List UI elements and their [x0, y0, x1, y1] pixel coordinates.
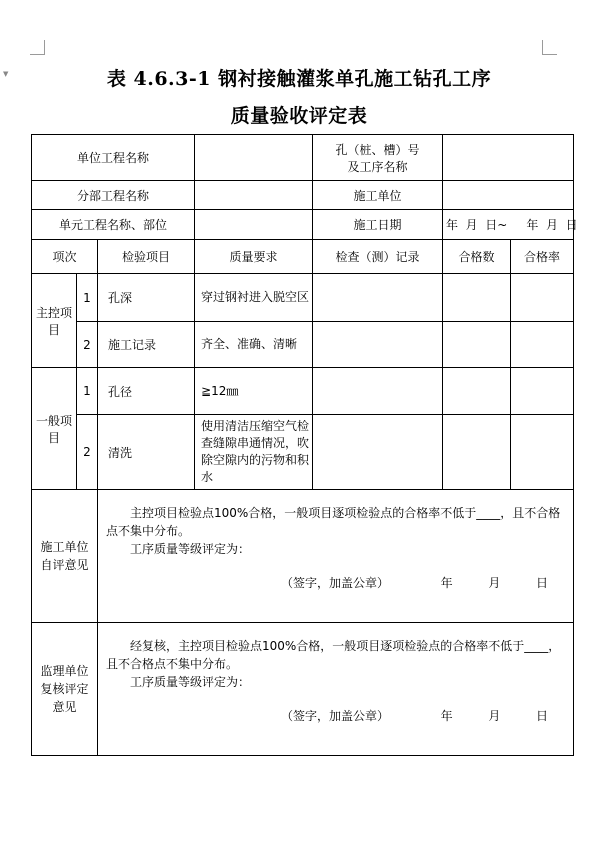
self-eval-row: [32, 490, 574, 623]
record-cell[interactable]: [313, 368, 443, 415]
unit-project-name-label: 单位工程名称: [32, 135, 195, 181]
hole-label-line-2: 及工序名称: [347, 159, 408, 174]
hole-label-line-1: 孔（桩、槽）号: [335, 142, 420, 157]
pass-count-cell[interactable]: [443, 415, 511, 490]
header-row-unit: [32, 135, 574, 181]
item-requirement: 使用清洁压缩空气检查缝隙串通情况，吹除空隙内的污物和积水: [195, 415, 313, 490]
item-requirement: ≧12㎜: [195, 368, 313, 415]
title-line-2: 质量验收评定表: [230, 105, 368, 127]
col-inspection-item: 检验项目: [98, 240, 195, 274]
record-cell[interactable]: [313, 322, 443, 368]
column-header-row: [32, 240, 574, 274]
construction-unit-label: 施工单位: [313, 181, 443, 210]
pass-rate-cell[interactable]: [511, 322, 574, 368]
pass-count-cell[interactable]: [443, 368, 511, 415]
item-name: 清洗: [98, 415, 195, 490]
hole-label: [313, 135, 443, 181]
supervisor-eval-sign-label: （签字，加盖公章）: [281, 709, 390, 723]
self-eval-month: 月: [488, 576, 501, 590]
supervisor-eval-year: 年: [440, 709, 453, 723]
item-name: 孔径: [98, 368, 195, 415]
division-project-name-label: 分部工程名称: [32, 181, 195, 210]
construction-date-field[interactable]: 年 月 日~ 年 月 日: [443, 210, 574, 240]
col-item-type: 项次: [32, 240, 98, 274]
record-cell[interactable]: [313, 274, 443, 322]
title-line-1: 表 4.6.3-1 钢衬接触灌浆单孔施工钻孔工序: [106, 68, 492, 90]
self-eval-signature-line: [106, 574, 565, 592]
record-cell[interactable]: [313, 415, 443, 490]
supervisor-eval-text: 经复核，主控项目检验点100%合格，一般项目逐项检验点的合格率不低于____，且不合格点不集中分布。: [106, 639, 561, 671]
self-eval-year: 年: [440, 576, 453, 590]
item-no: 2: [77, 322, 98, 368]
item-no: 1: [77, 274, 98, 322]
self-eval-day: 日: [536, 576, 549, 590]
table-row: [32, 415, 574, 490]
col-pass-count: 合格数: [443, 240, 511, 274]
pass-count-cell[interactable]: [443, 322, 511, 368]
header-row-element: [32, 210, 574, 240]
supervisor-eval-grade: 工序质量等级评定为：: [130, 675, 251, 689]
supervisor-eval-label: 监理单位复核评定意见: [32, 623, 98, 756]
col-quality-requirement: 质量要求: [195, 240, 313, 274]
header-row-division: [32, 181, 574, 210]
table-row: [32, 322, 574, 368]
construction-unit-field[interactable]: [443, 181, 574, 210]
self-eval-opinion[interactable]: [98, 490, 574, 623]
col-record: 检查（测）记录: [313, 240, 443, 274]
item-requirement: 齐全、准确、清晰: [195, 322, 313, 368]
item-no: 2: [77, 415, 98, 490]
item-name: 孔深: [98, 274, 195, 322]
pass-rate-cell[interactable]: [511, 415, 574, 490]
construction-date-label: 施工日期: [313, 210, 443, 240]
self-eval-sign-label: （签字，加盖公章）: [281, 576, 390, 590]
evaluation-form-table: [31, 134, 578, 756]
self-eval-grade: 工序质量等级评定为：: [130, 542, 251, 556]
hole-field[interactable]: [443, 135, 574, 181]
self-eval-label: 施工单位自评意见: [32, 490, 98, 623]
self-eval-text: 主控项目检验点100%合格，一般项目逐项检验点的合格率不低于____，且不合格点不集中分布。: [106, 506, 561, 538]
division-project-name-field[interactable]: [195, 181, 313, 210]
supervisor-eval-month: 月: [488, 709, 501, 723]
supervisor-eval-day: 日: [536, 709, 549, 723]
pass-rate-cell[interactable]: [511, 274, 574, 322]
page-corner-mark-right: [542, 40, 557, 55]
element-project-name-field[interactable]: [195, 210, 313, 240]
col-pass-rate: 合格率: [511, 240, 574, 274]
unit-project-name-field[interactable]: [195, 135, 313, 181]
item-no: 1: [77, 368, 98, 415]
main-group-label: 主控项目: [32, 274, 77, 368]
supervisor-eval-row: [32, 623, 574, 756]
item-name: 施工记录: [98, 322, 195, 368]
pass-rate-cell[interactable]: [511, 368, 574, 415]
supervisor-eval-signature-line: [106, 707, 565, 725]
general-group-label: 一般项目: [32, 368, 77, 490]
paragraph-marker-icon: ▼: [3, 70, 9, 78]
supervisor-eval-opinion[interactable]: [98, 623, 574, 756]
table-row: [32, 368, 574, 415]
table-row: [32, 274, 574, 322]
page-corner-mark-left: [30, 40, 45, 55]
item-requirement: 穿过钢衬进入脱空区: [195, 274, 313, 322]
pass-count-cell[interactable]: [443, 274, 511, 322]
element-project-name-label: 单元工程名称、部位: [32, 210, 195, 240]
